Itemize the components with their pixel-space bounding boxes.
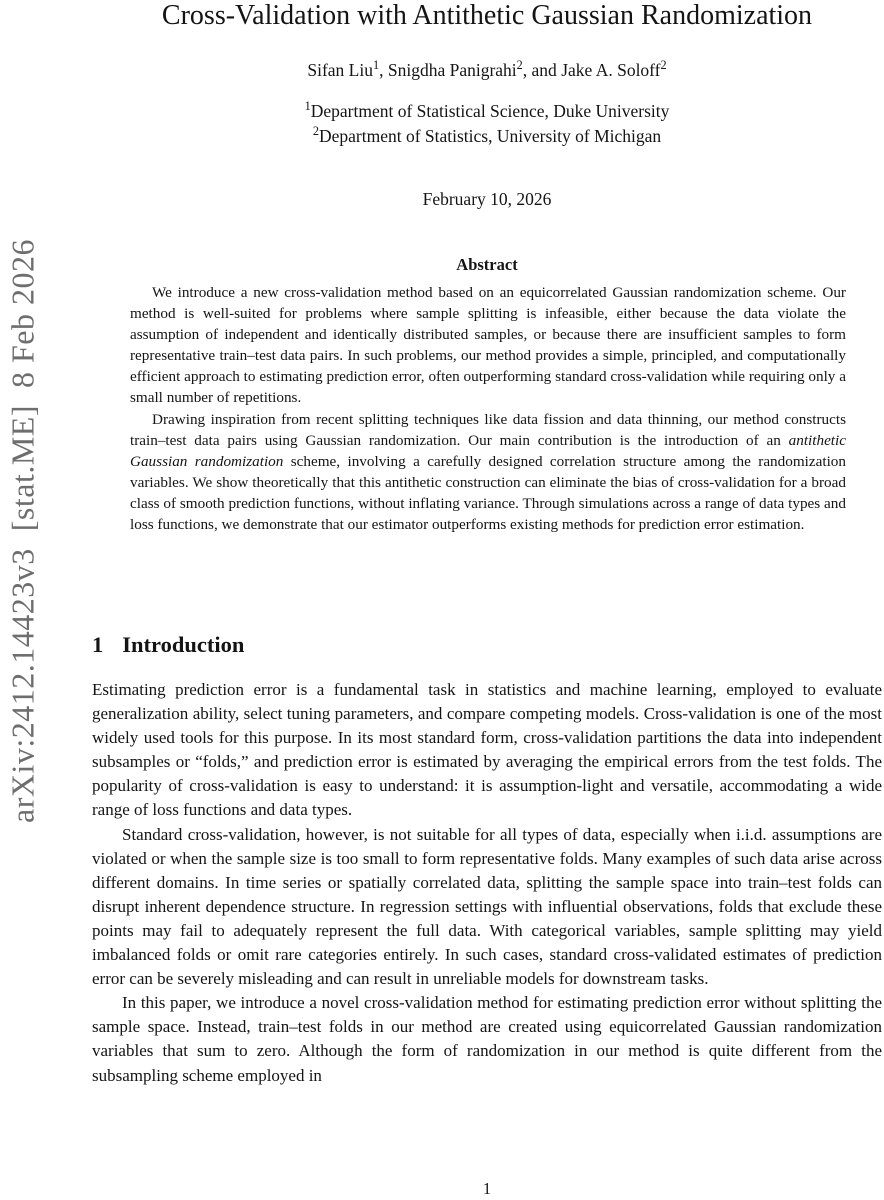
authors-line (92, 57, 882, 83)
affiliation-line (92, 99, 882, 124)
affiliation-superscript: 2 (312, 123, 319, 138)
page-number: 1 (482, 1179, 492, 1198)
author-name: Jake A. Soloff (561, 60, 661, 80)
abstract-p2-italic-term: antithetic Gaussian randomization (130, 431, 846, 470)
affiliation-superscript: 1 (304, 99, 311, 114)
arxiv-watermark: arXiv:2412.14423v3 [stat.ME] 8 Feb 2026 (4, 239, 41, 823)
author-affiliation-superscript: 2 (516, 58, 523, 73)
author-separator: , and (522, 60, 562, 80)
section-title: Introduction (122, 632, 245, 657)
author-separator: , (379, 60, 388, 80)
intro-paragraph-1: Estimating prediction error is a fundamental task in statistics and machine learning, employed to evaluate generalization ability, select tuning parameters, and compare competing models. Cross-validation is one of the most widely used tools for this purpose. In its most standard form, cross-validation partitions the data into independent subsamples or “folds,” and prediction error is estimated by averaging the empirical errors from the test folds. The popularity of cross-validation is easy to understand: it is assumption-light and versatile, accommodating a wide range of loss functions and data types. (92, 680, 882, 820)
section-heading (92, 628, 882, 662)
paper-date: February 10, 2026 (422, 189, 552, 209)
paper-title: Cross-Validation with Antithetic Gaussian Randomization (161, 0, 813, 31)
affiliation-text: Department of Statistical Science, Duke University (310, 101, 670, 121)
section-number: 1 (92, 632, 104, 657)
introduction-body (92, 678, 882, 1088)
author-affiliation-superscript: 1 (372, 58, 380, 73)
author-name: Snigdha Panigrahi (387, 60, 517, 80)
affiliation-line (92, 124, 882, 149)
abstract-p2-text: Drawing inspiration from recent splitting techniques like data fission and data thinning, our method constructs train–test data pairs using Gaussian randomization. Our main contribution is the introduction of an (130, 410, 846, 449)
abstract-paragraph-1: We introduce a new cross-validation method based on an equicorrelated Gaussian randomization scheme. Our method is well-suited for problems where sample splitting is infeasible, either because the data violate the assumption of independent and identically distributed samples, or because there are insufficient samples to form representative train–test data pairs. In such problems, our method provides a simple, principled, and computationally efficient approach to estimating prediction error, often outperforming standard cross-validation while requiring only a small number of repetitions. (130, 284, 846, 407)
intro-paragraph-3: In this paper, we introduce a novel cross-validation method for estimating prediction error without splitting the sample space. Instead, train–test folds in our method are created using equicorrelated Gaussian randomization variables that sum to zero. Although the form of randomization in our method is quite different from the subsampling scheme employed in (92, 993, 882, 1085)
abstract-body (130, 282, 846, 535)
intro-paragraph-2: Standard cross-validation, however, is not suitable for all types of data, especially when i.i.d. assumptions are violated or when the sample size is too small to form representative folds. Many examples of such data arise across different domains. In time series or spatially correlated data, splitting the sample space into train–test folds can disrupt inherent dependence structure. In regression settings with influential observations, folds that exclude these points may fail to adequately represent the full data. With categorical variables, sample splitting may yield imbalanced folds or omit rare categories entirely. In such cases, standard cross-validated estimates of prediction error can be severely misleading and can result in unreliable models for downstream tasks. (92, 824, 882, 989)
author-affiliation-superscript: 2 (660, 58, 667, 73)
affiliation-text: Department of Statistics, University of Michigan (318, 125, 662, 146)
abstract-heading: Abstract (456, 255, 518, 274)
affiliations (92, 99, 882, 148)
author-name: Sifan Liu (307, 60, 373, 80)
abstract-p2-text: scheme, involving a carefully designed correlation structure among the randomization variables. We show theoretically that this antithetic construction can eliminate the bias of cross-validation for a broad class of smooth prediction functions, without inflating variance. Through simulations across a range of data types and loss functions, we demonstrate that our estimator outperforms existing methods for prediction error estimation. (130, 452, 846, 534)
abstract-paragraph-2 (130, 409, 846, 536)
